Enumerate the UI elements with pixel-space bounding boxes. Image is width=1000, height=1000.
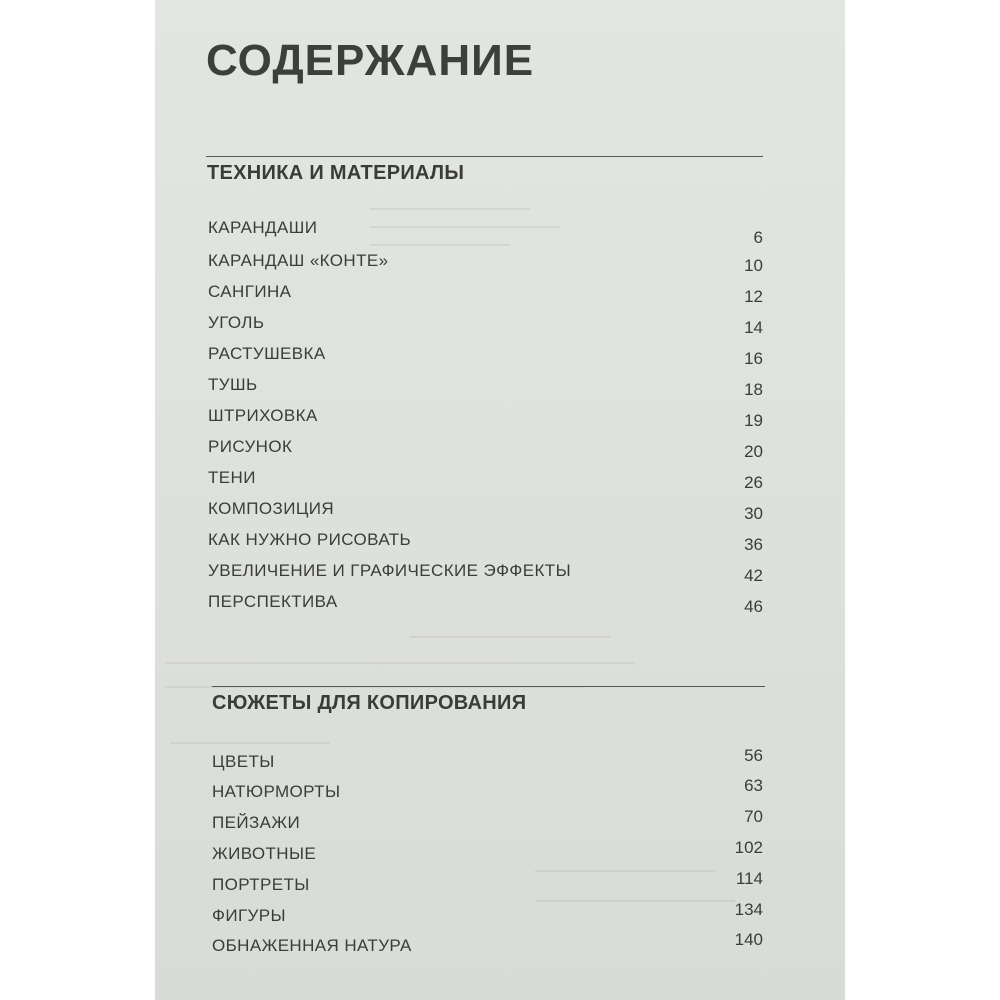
toc-entry-page: 56 — [744, 746, 763, 765]
toc-entry-page: 16 — [744, 349, 763, 368]
toc-entry-page: 12 — [744, 287, 763, 306]
toc-entry-label: НАТЮРМОРТЫ — [212, 782, 341, 801]
section-divider — [206, 156, 763, 157]
toc-entry-label: УВЕЛИЧЕНИЕ И ГРАФИЧЕСКИЕ ЭФФЕКТЫ — [208, 561, 572, 580]
section-heading-subjects: СЮЖЕТЫ ДЛЯ КОПИРОВАНИЯ — [212, 692, 527, 714]
toc-entry-label: ТУШЬ — [208, 375, 258, 394]
toc-entry-page: 114 — [735, 869, 763, 888]
toc-entry[interactable] — [208, 278, 763, 306]
toc-entry-label: РИСУНОК — [208, 437, 293, 456]
book-page — [155, 0, 845, 1000]
toc-entry-page: 70 — [744, 807, 763, 826]
toc-entry-label: КАК НУЖНО РИСОВАТЬ — [208, 530, 412, 549]
toc-entry-page: 20 — [744, 442, 763, 461]
bleed-through-mark — [370, 244, 510, 246]
toc-entry-label: САНГИНА — [208, 282, 292, 301]
toc-entry-page: 102 — [734, 838, 763, 857]
toc-entry[interactable] — [212, 834, 763, 862]
page-title: СОДЕРЖАНИЕ — [206, 36, 535, 85]
toc-entry-page: 140 — [734, 930, 763, 949]
toc-entry-label: ПЕЙЗАЖИ — [212, 813, 301, 832]
toc-entry-label: ПОРТРЕТЫ — [212, 875, 310, 894]
toc-entry[interactable] — [208, 588, 763, 616]
toc-entry-label: ОБНАЖЕННАЯ НАТУРА — [212, 936, 412, 955]
toc-entry-label: ЦВЕТЫ — [212, 752, 275, 771]
toc-entry-label: КАРАНДАШ «КОНТЕ» — [208, 251, 389, 270]
toc-entry[interactable] — [208, 526, 763, 554]
toc-entry-page: 36 — [744, 535, 763, 554]
toc-entry-page: 30 — [744, 504, 763, 523]
toc-entry-label: КАРАНДАШИ — [208, 218, 318, 237]
toc-entry-label: КОМПОЗИЦИЯ — [208, 499, 335, 518]
toc-entry[interactable] — [212, 926, 763, 954]
toc-entry[interactable] — [212, 896, 763, 924]
toc-entry-label: ЖИВОТНЫЕ — [212, 844, 317, 863]
toc-entry[interactable] — [208, 214, 763, 247]
toc-entry[interactable] — [208, 340, 763, 368]
toc-entry[interactable] — [212, 742, 763, 770]
section-divider — [212, 686, 765, 687]
bleed-through-mark — [165, 662, 635, 664]
toc-entry-label: УГОЛЬ — [208, 313, 265, 332]
toc-entry-label: ПЕРСПЕКТИВА — [208, 592, 338, 611]
toc-entry-page: 10 — [744, 256, 763, 275]
toc-entry[interactable] — [208, 495, 763, 523]
toc-entry[interactable] — [208, 309, 763, 337]
toc-entry-label: ТЕНИ — [208, 468, 256, 487]
toc-entry-label: РАСТУШЕВКА — [208, 344, 326, 363]
toc-entry-page: 46 — [744, 597, 763, 616]
bleed-through-mark — [410, 636, 610, 638]
toc-entry-page: 26 — [744, 473, 763, 492]
toc-entry-page: 19 — [744, 411, 763, 430]
toc-entry[interactable] — [208, 402, 763, 430]
toc-entry-page: 134 — [734, 900, 763, 919]
toc-entry-label: ФИГУРЫ — [212, 906, 286, 925]
section-heading-technique: ТЕХНИКА И МАТЕРИАЛЫ — [207, 162, 465, 184]
toc-entry[interactable] — [208, 247, 763, 275]
toc-entry[interactable] — [212, 865, 763, 893]
toc-entry[interactable] — [208, 557, 763, 585]
toc-entry[interactable] — [208, 464, 763, 492]
toc-entry-page: 63 — [744, 776, 763, 795]
toc-entry-label: ШТРИХОВКА — [208, 406, 318, 425]
toc-entry[interactable] — [212, 772, 763, 800]
toc-entry-page: 18 — [744, 380, 763, 399]
toc-entry[interactable] — [208, 371, 763, 399]
toc-entry-page: 42 — [744, 566, 763, 585]
bleed-through-mark — [370, 208, 530, 210]
toc-entry[interactable] — [208, 433, 763, 461]
toc-entry[interactable] — [212, 803, 763, 831]
toc-entry-page: 14 — [744, 318, 763, 337]
toc-entry-page: 6 — [753, 228, 763, 247]
